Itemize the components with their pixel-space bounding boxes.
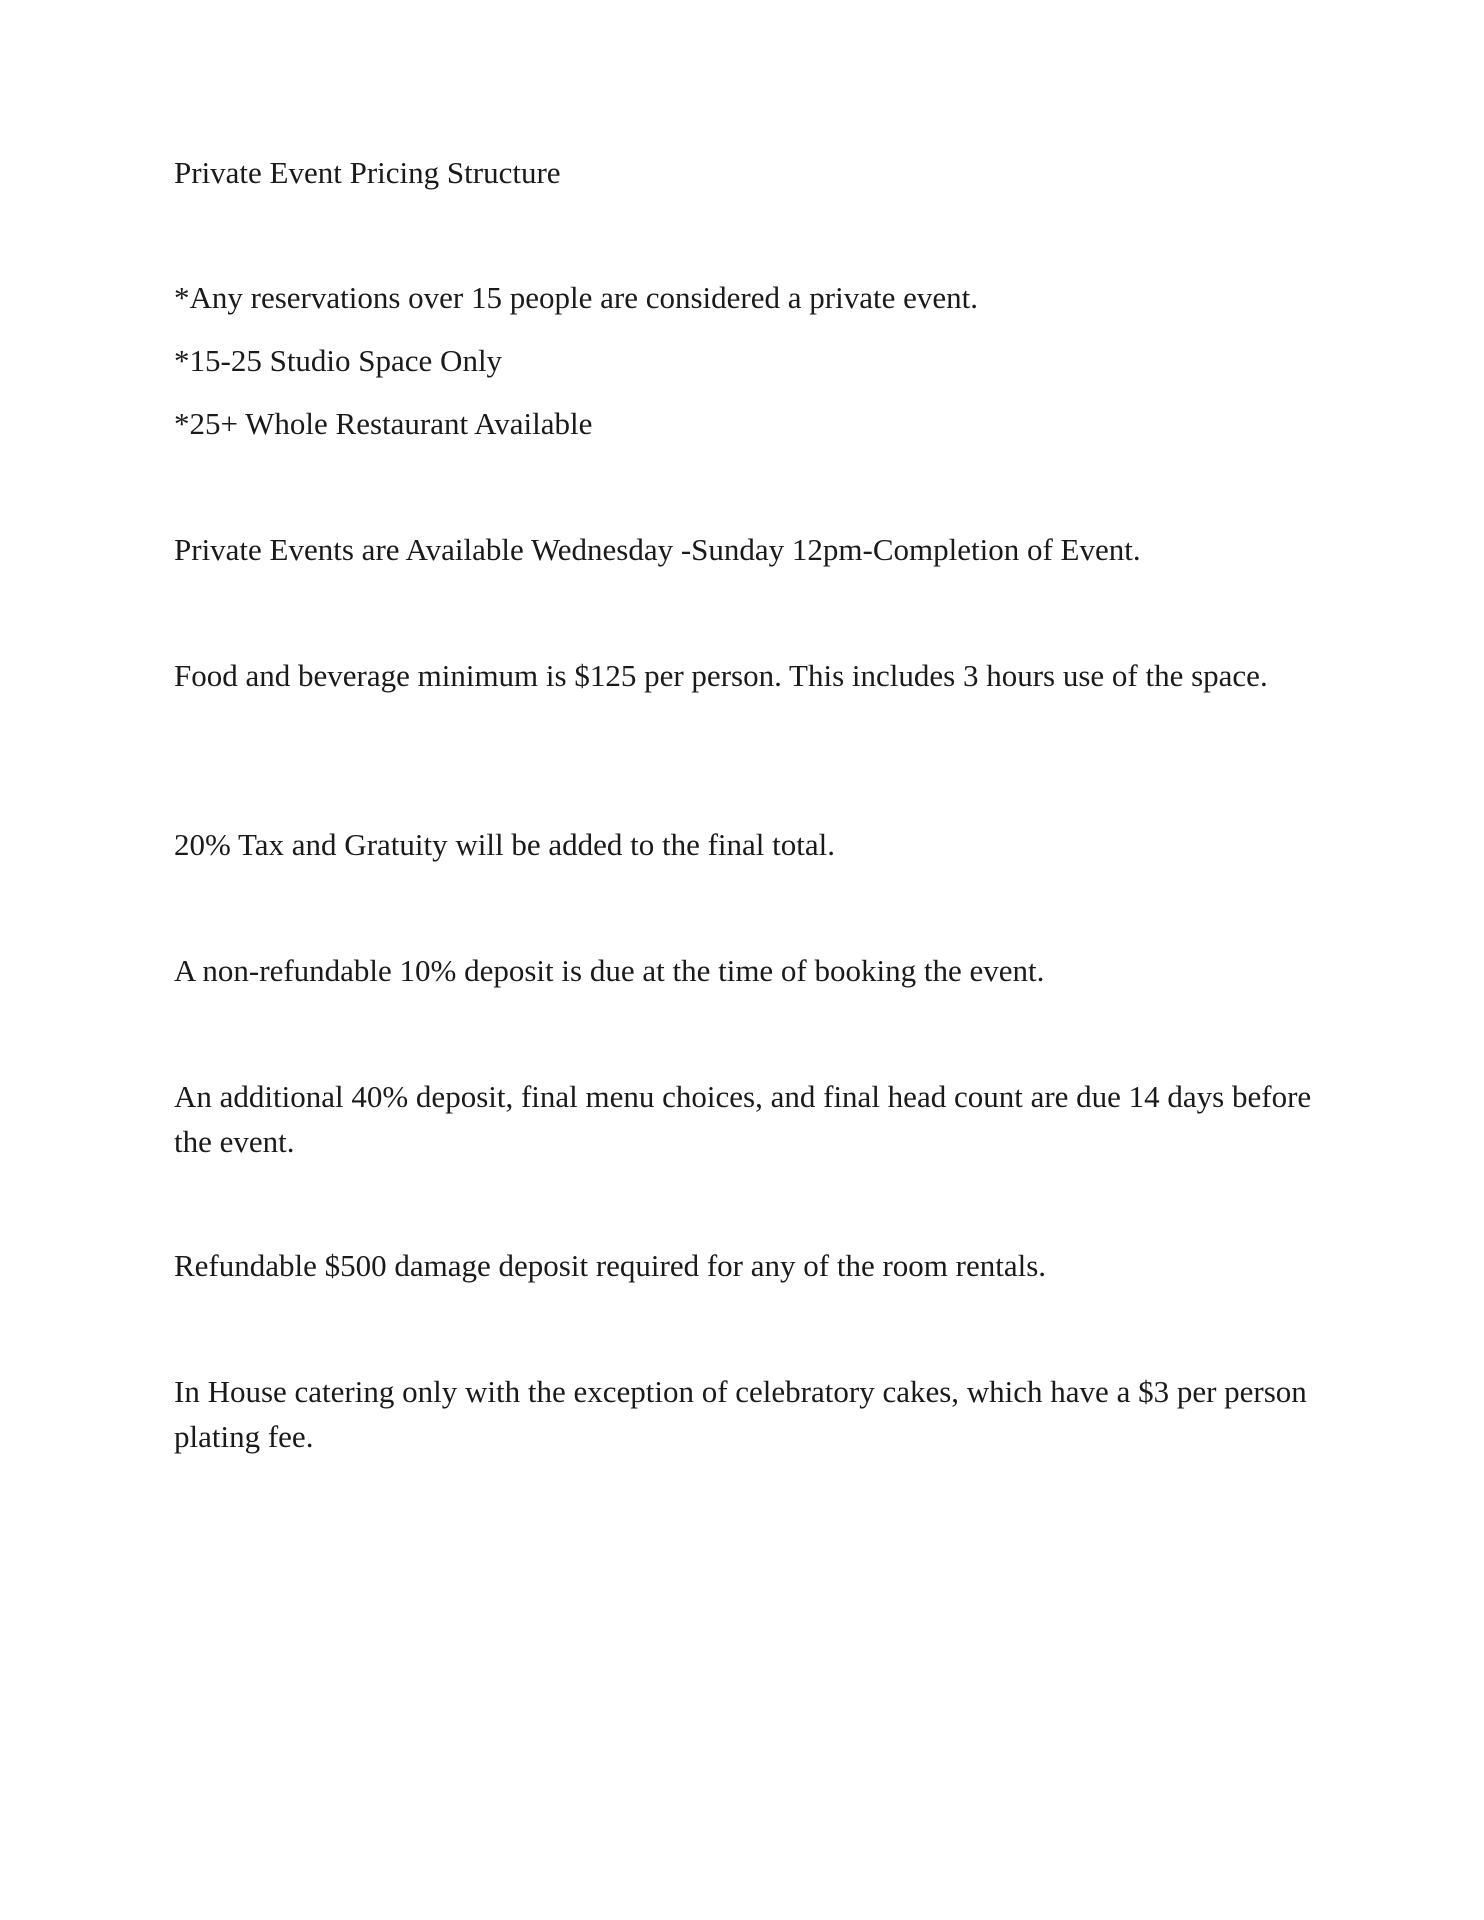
- catering-paragraph: In House catering only with the exception of celebratory cakes, which have a $3 per person plating fee.: [174, 1374, 1307, 1454]
- document-title: Private Event Pricing Structure: [174, 155, 561, 190]
- additional-deposit-paragraph: An additional 40% deposit, final menu choices, and final head count are due 14 days before the event.: [174, 1079, 1312, 1159]
- note-private-event-threshold: *Any reservations over 15 people are considered a private event.: [174, 280, 978, 315]
- food-minimum-paragraph: Food and beverage minimum is $125 per person. This includes 3 hours use of the space.: [174, 658, 1268, 693]
- tax-gratuity-paragraph: 20% Tax and Gratuity will be added to the final total.: [174, 827, 836, 862]
- availability-paragraph: Private Events are Available Wednesday -Sunday 12pm-Completion of Event.: [174, 532, 1141, 567]
- damage-deposit-paragraph: Refundable $500 damage deposit required for any of the room rentals.: [174, 1248, 1047, 1283]
- note-studio-space: *15-25 Studio Space Only: [174, 343, 503, 378]
- initial-deposit-paragraph: A non-refundable 10% deposit is due at the time of booking the event.: [174, 953, 1045, 988]
- note-whole-restaurant: *25+ Whole Restaurant Available: [174, 406, 593, 441]
